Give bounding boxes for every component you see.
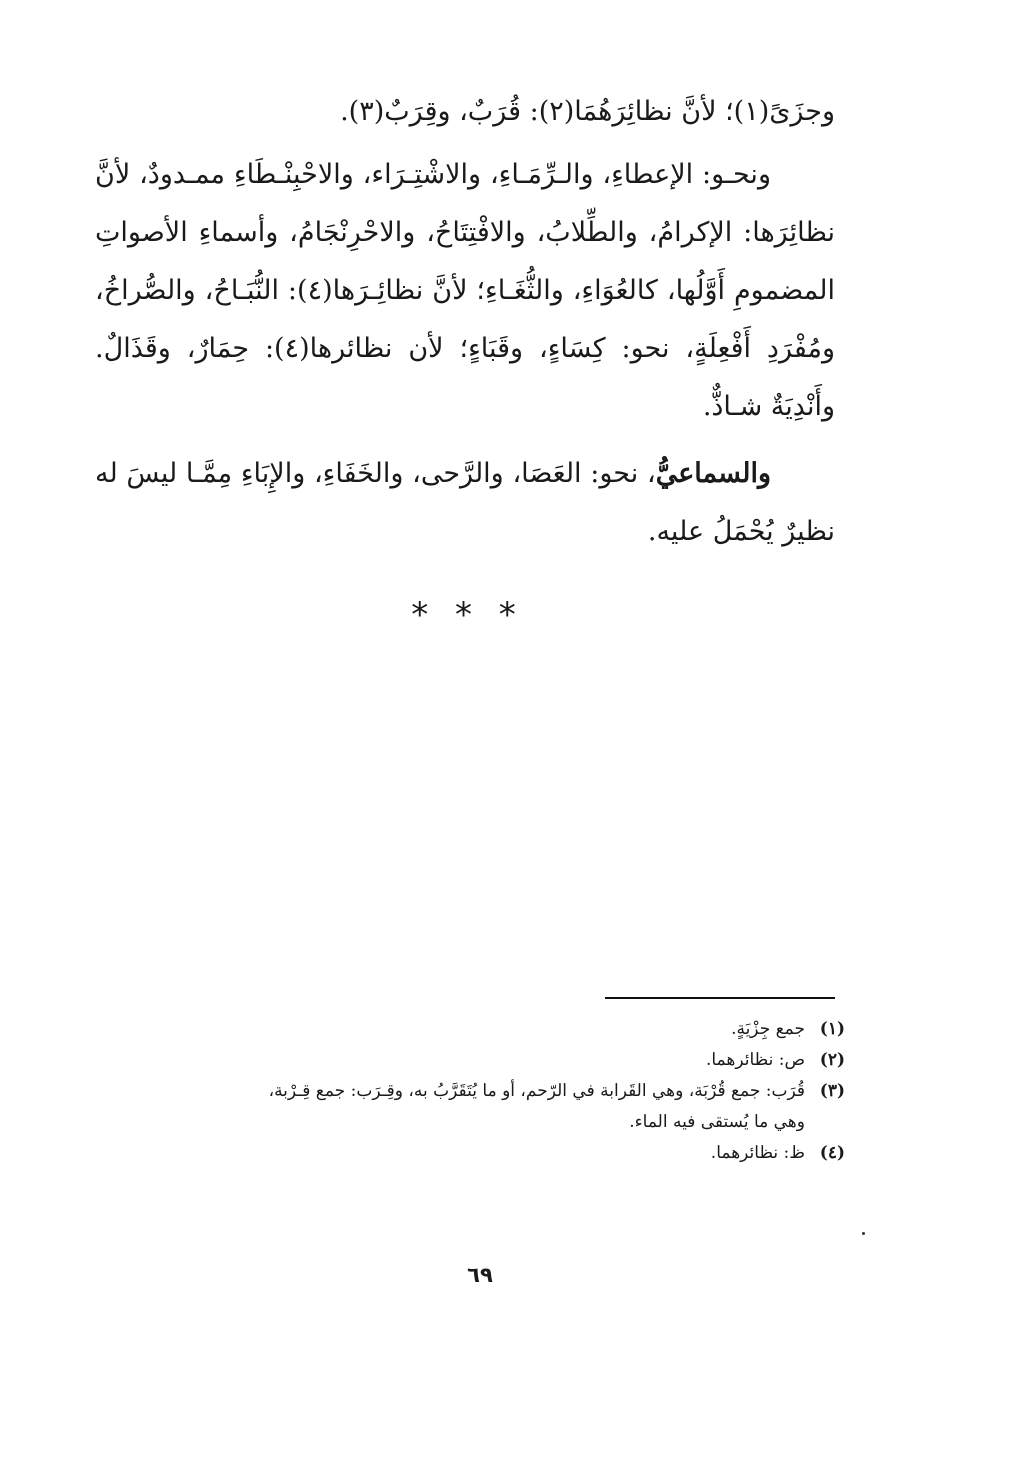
footnote-number: (١) [819,1019,845,1039]
paragraph-1 [95,83,835,141]
paragraph-2 [95,146,835,436]
footnote-text: قُرَب: جمع قُرْبَة، وهي القَرابة في الرّحم، أو ما يُتَقَرَّبُ به، وقِـرَب: جمع قِـرْبة، [268,1081,805,1101]
footnote-number: (٢) [819,1050,845,1070]
footnote-rule [605,997,835,999]
footnote-3 [115,1076,845,1107]
footnote-number: (٣) [819,1081,845,1101]
paragraph-1-text: وجزَىً(١)؛ لأنَّ نظائِرَهُمَا(٢): قُرَبٌ، وقِرَبٌ(٣). [340,96,835,127]
section-separator: * * * [411,595,524,635]
footnotes [115,1014,845,1169]
footnote-text: جمع جِزْيَةٍ. [731,1019,805,1039]
paragraph-2-text: ونحـو: الإعطاءِ، والـرِّمَـاءِ، والاشْتِـرَاء، والاحْبِنْـطَاءِ ممـدودٌ، لأنَّ نظائِرَها: الإكرامُ، والطِّلابُ، والافْتِتَاحُ، والاحْرِنْجَامُ، وأسماءِ الأصواتِ المضمومِ أَوَّلُها، كالعُوَاءِ، والثُّغَـاءِ؛ لأنَّ نظائِـرَها(٤): النُّبَـاحُ، والصُّراخُ، ومُفْرَدِ أَفْعِلَةٍ، نحو: كِسَاءٍ، وقَبَاءٍ؛ لأن نظائرها(٤): حِمَارٌ، وقَذَالٌ. وأَنْدِيَةٌ شـاذٌّ. [95,159,835,422]
paragraph-3-text: ، نحو: العَصَا، والرَّحى، والخَفَاءِ، والإِبَاءِ مِمَّـا ليسَ له نظيرٌ يُحْمَلُ عليه. [95,458,835,547]
footnote-number: (٤) [819,1143,845,1163]
footnote-4 [115,1138,845,1169]
paragraph-3-lead: والسماعيُّ [655,458,771,489]
footnote-1 [115,1014,845,1045]
print-speck [862,1232,865,1235]
paragraph-3 [95,445,835,561]
page-number: ٦٩ [467,1263,493,1287]
footnote-text: ص: نظائرهما. [705,1050,805,1070]
footnote-2 [115,1045,845,1076]
footnote-3-continuation: وهي ما يُستقى فيه الماء. [629,1112,805,1132]
footnote-text: ظ: نظائرهما. [710,1143,805,1163]
